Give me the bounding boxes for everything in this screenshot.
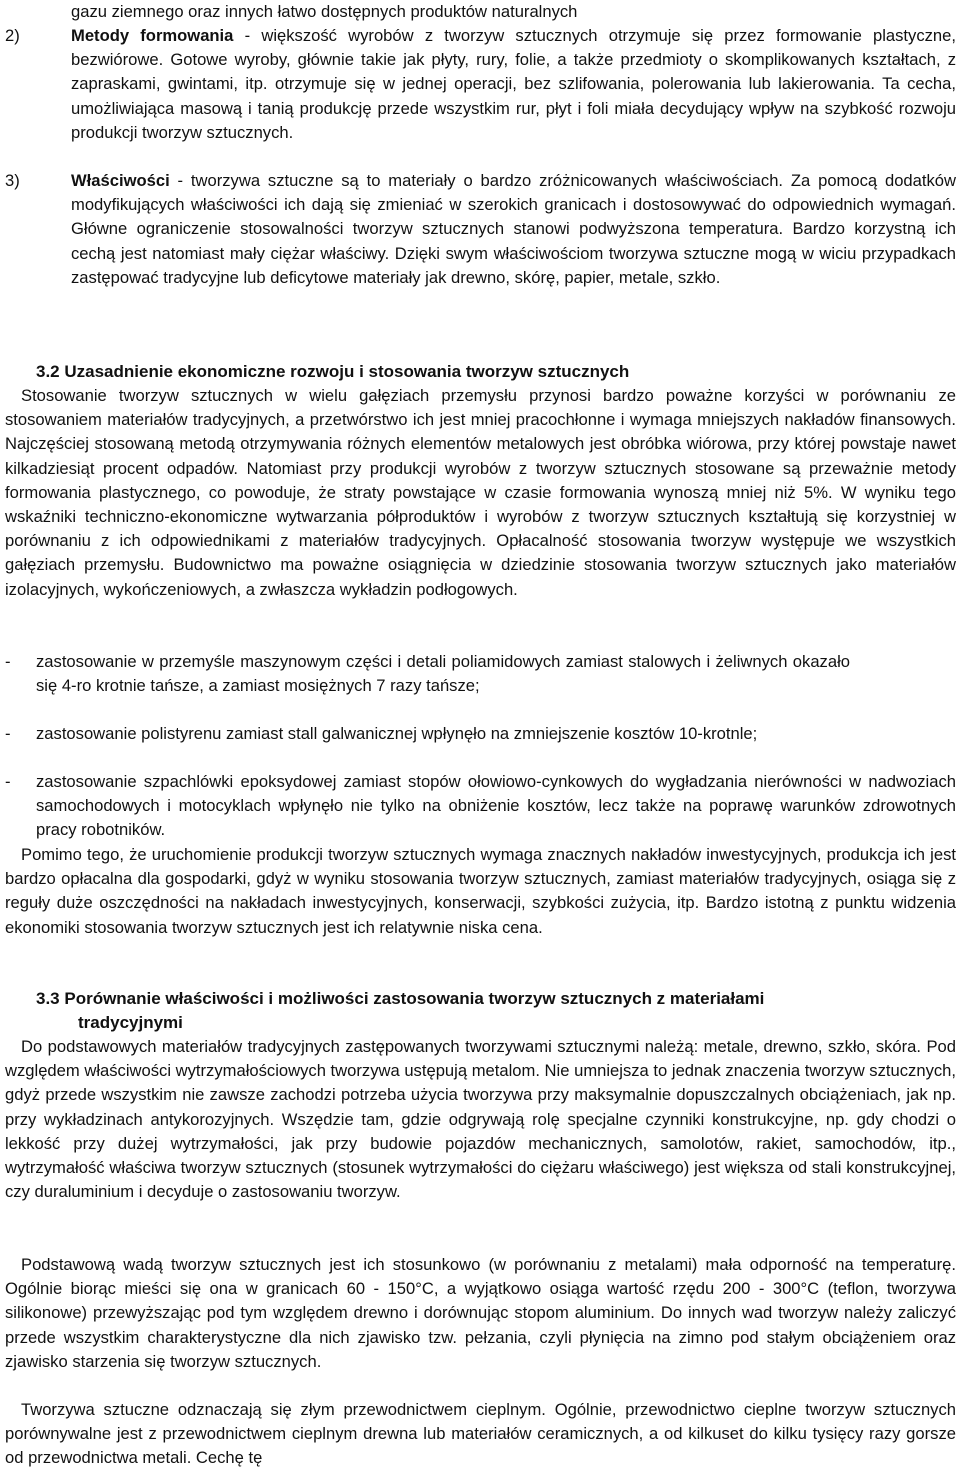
list-text-formowanie: - większość wyrobów z tworzyw sztucznych otrzymuje się przez formowanie plastyczne, bezwiórowe. Gotowe wyroby, głównie takie jak płyty, rury, folie, a także przedmioty o skomplikowanych kształtach, z zapraskami, gwintami, itp. otrzymuje się w jednej operacji, bez szlifowania, polerowania lub lakierowania. Ta cecha, umożliwiająca masową i tanią produkcję przede wszystkim rur, płyt i foli miała decydujący wpływ na szybkość rozwoju produkcji tworzyw sztucznych. — [71, 26, 957, 142]
bullet-dash-2: - — [5, 724, 11, 743]
list-term-formowanie: Metody formowania — [71, 26, 234, 45]
section-heading-3-3-line-1: 3.3 Porównanie właściwości i możliwości zastosowania tworzyw sztucznych z materiałami — [36, 989, 765, 1008]
section-3-3-paragraph-2: Podstawową wadą tworzyw sztucznych jest ich stosunkowo (w porównaniu z metalami) mała odporność na temperaturę. Ogólnie biorąc mieści się ona w granicach 60 - 150°C, a wyjątkowo osiąga wartość rzędu 200 - 300°C (teflon, tworzywa silikonowe) przewyższając pod tym względem drewno i dorównując stopom aluminium. Do innych wad tworzyw należy zaliczyć przede wszystkim charakterystyczne dla nich zjawisko tzw. pełzania, czyli płynięcia na zimno pod stałym obciążeniem oraz zjawisko starzenia się tworzyw sztucznych. — [5, 1255, 956, 1371]
bullet-dash-1: - — [5, 652, 11, 671]
list-number-2: 2) — [5, 26, 20, 45]
intro-line: gazu ziemnego oraz innych łatwo dostępnych produktów naturalnych — [71, 2, 578, 21]
section-3-3-paragraph-3: Tworzywa sztuczne odznaczają się złym przewodnictwem cieplnym. Ogólnie, przewodnictwo cieplne tworzyw sztucznych porównywalne jest z przewodnictwem cieplnym drewna lub materiałów ceramicznych, a od kilkuset do kilku tysięcy razy gorsze od przewodnictwa metali. Cechę tę — [5, 1400, 956, 1468]
bullet-item-3: zastosowanie szpachlówki epoksydowej zamiast stopów ołowiowo-cynkowych do wygładzania nierówności w nadwoziach samochodowych i motocyklach wpłynęło nie tylko na obniżenie kosztów, lecz także na poprawę warunków zdrowotnych pracy robotników. — [36, 772, 956, 840]
bullet-item-2: zastosowanie polistyrenu zamiast stall galwanicznej wpłynęło na zmniejszenie kosztów 10-krotnle; — [36, 724, 758, 743]
section-3-2-paragraph-2: Pomimo tego, że uruchomienie produkcji tworzyw sztucznych wymaga znacznych nakładów inwestycyjnych, produkcja ich jest bardzo opłacalna dla gospodarki, gdyż w wyniku stosowania tworzyw sztucznych, zamiast materiałów tradycyjnych, osiąga się z reguły duże oszczędności na nakładach inwestycyjnych, konserwacji, szybkości zużycia, itp. Bardzo istotną z punktu widzenia ekonomiki stosowania tworzyw sztucznych jest ich relatywnie niska cena. — [5, 845, 956, 937]
list-item-formowanie — [71, 24, 956, 145]
section-3-2-paragraph-1: Stosowanie tworzyw sztucznych w wielu gałęziach przemysłu przynosi bardzo poważne korzyści w porównaniu ze stosowaniem materiałów tradycyjnych, a przetwórstwo ich jest mniej pracochłonne i wymaga mniejszych nakładów finansowych. Najczęściej stosowaną metodą otrzymywania różnych elementów metalowych jest obróbka wiórowa, przy której powstaje nawet kilkadziesiąt procent odpadów. Natomiast przy produkcji wyrobów z tworzyw sztucznych stosowane są przeważnie metody formowania plastycznego, co powoduje, że straty powstające w czasie formowania wynoszą mniej niż 5%. W wyniku tego wskaźniki techniczno-ekonomiczne wytwarzania półproduktów i wyrobów z tworzyw sztucznych kształtują się korzystniej w porównaniu z ich odpowiednikami z materiałów tradycyjnych. Opłacalność stosowania tworzyw występuje we wszystkich gałęziach przemysłu. Budownictwo ma poważne osiągnięcia w dziedzinie stosowania tworzyw sztucznych jako materiałów izolacyjnych, wykończeniowych, a zwłaszcza wykładzin podłogowych. — [5, 386, 956, 599]
section-heading-3-2: 3.2 Uzasadnienie ekonomiczne rozwoju i stosowania tworzyw sztucznych — [36, 362, 630, 381]
section-heading-3-3 — [36, 987, 956, 1035]
bullet-dash-3: - — [5, 772, 11, 791]
section-heading-3-3-line-2: tradycyjnymi — [78, 1013, 183, 1033]
bullet-item-1: zastosowanie w przemyśle maszynowym części i detali poliamidowych zamiast stalowych i żeliwnych okazało się 4-ro krotnie tańsze, a zamiast mosiężnych 7 razy tańsze; — [36, 652, 850, 696]
list-item-wlasciwosci — [71, 169, 956, 290]
list-number-3: 3) — [5, 171, 20, 190]
list-term-wlasciwosci: Właściwości — [71, 171, 170, 190]
list-text-wlasciwosci: - tworzywa sztuczne są to materiały o bardzo zróżnicowanych właściwościach. Za pomocą dodatków modyfikujących właściwości ich dają się zmieniać w szerokich granicach i dostosowywać do odpowiednich wymagań. Główne ograniczenie stosowalności tworzyw sztucznych stanowi podwyższona temperatura. Bardzo korzystną ich cechą jest natomiast mały ciężar właściwy. Dzięki swym właściwościom tworzywa sztuczne mogą w wiciu przypadkach zastępować tradycyjne lub deficytowe materiały jak drewno, skórę, papier, metale, szkło. — [71, 171, 956, 287]
section-3-3-paragraph-1: Do podstawowych materiałów tradycyjnych zastępowanych tworzywami sztucznymi należą: metale, drewno, szkło, skóra. Pod względem właściwości wytrzymałościowych tworzywa ustępują metalom. Nie umniejsza to jednak znaczenia tworzyw sztucznych, gdyż przede wszystkim nie zawsze zachodzi potrzeba użycia tworzywa przy maksymalnie dopuszczalnych obciążeniach, jak np. przy wykładzinach antykorozyjnych. Wszędzie tam, gdzie odgrywają rolę specjalne czynniki konstrukcyjne, np. gdy chodzi o lekkość przy dużej wytrzymałości, jak przy budowie pojazdów mechanicznych, samolotów, rakiet, samochodów, itp., wytrzymałość właściwa tworzyw sztucznych (stosunek wytrzymałości do ciężaru właściwego) jest większa od stali konstrukcyjnej, czy duraluminium i decyduje o zastosowaniu tworzyw. — [5, 1037, 956, 1202]
